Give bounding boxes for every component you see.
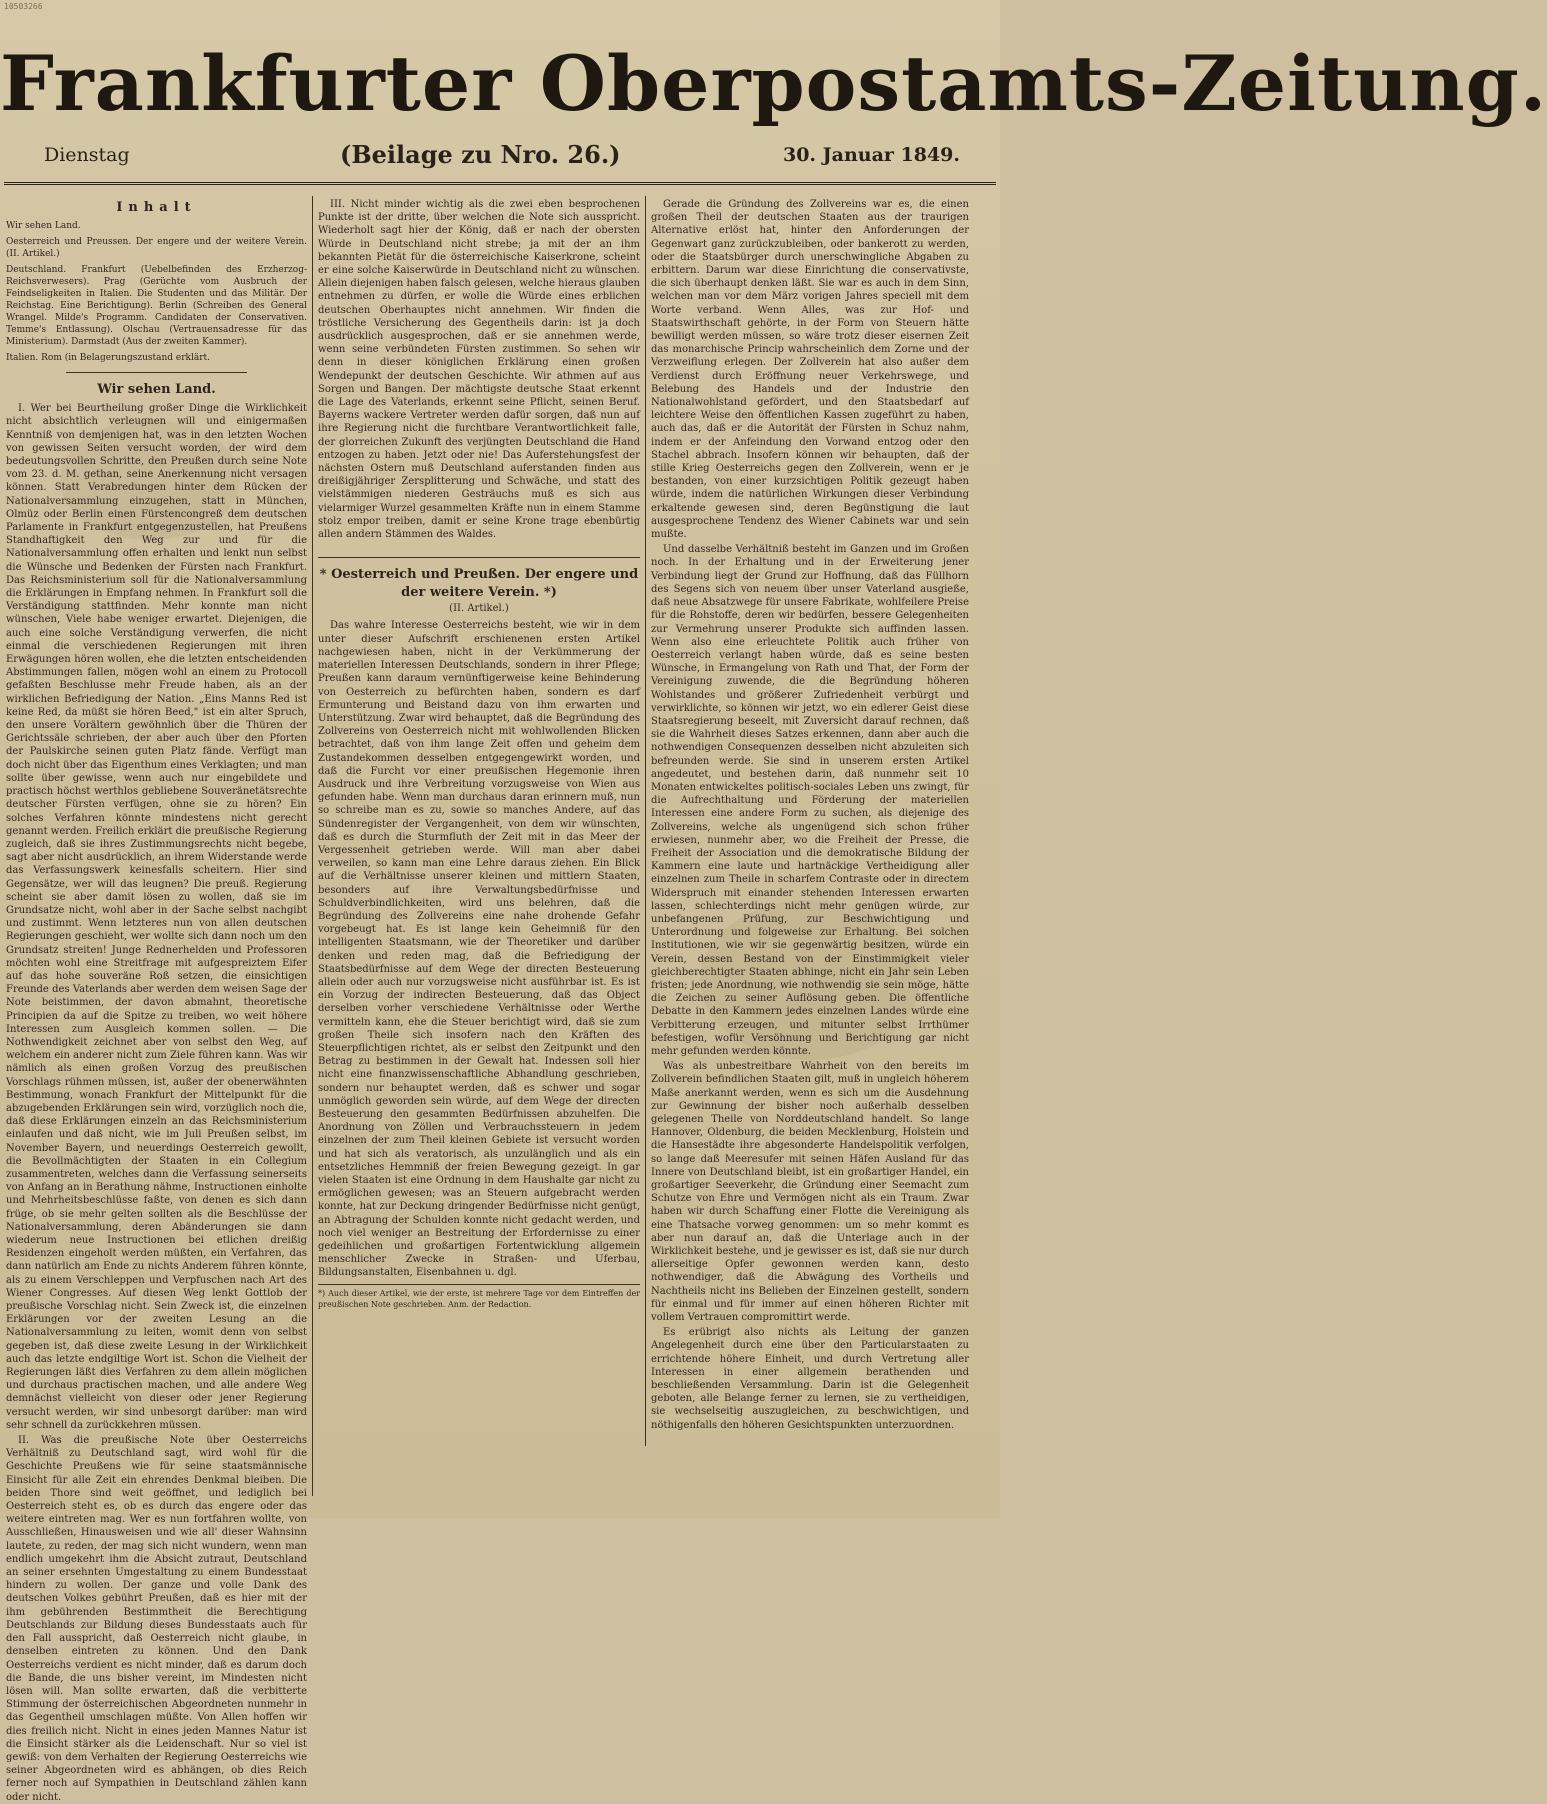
article-paragraph: I. Wer bei Beurtheilung großer Dinge die Wirklichkeit nicht absichtlich verleugnen will und einigermaßen Kenntniß von demjenigen hat, was in den letzten Wochen von gewissen Seiten versucht worden, der wird dem bedeutungsvollen Schritte, den Preußen durch seine Note vom 23. d. M. gethan, seine Anerkennung nicht versagen können. Statt Verabredungen hinter dem Rücken der Nationalversammlung einzugehen, statt in München, Olmüz oder Berlin einen Fürstencongreß dem deutschen Parlamente in Frankfurt entgegenzustellen, hat Preußens Standhaftigkeit den Weg zur und für die Nationalversammlung offen erhalten und lenkt nun selbst die Wünsche und Bedenken der Fürsten nach Frankfurt. Das Reichsministerium soll für die Nationalversammlung die Erklärungen in Empfang nehmen. In Frankfurt soll die Verständigung stattfinden. Mehr konnte man nicht wünschen, Viele habe weniger erwartet. Diejenigen, die auch eine solche Verständigung verwerfen, die nicht einmal die verschiedenen Regierungen mit ihren Erwägungen hören wollen, ehe die letzten entscheidenden Abstimmungen fallen, mögen wohl an einem zu Protocoll gefaßten Beschlusse mehr Freude haben, als an der wirklichen Befriedigung der Nation. „Eins Manns Red ist keine Red, da müßt sie hören Beed," ist ein alter Spruch, den unsere Vorältern gewöhnlich über die Thüren der Gerichtssäle schrieben, der aber auch über den Pforten der Paulskirche seinen guten Platz fände. Verfügt man doch nicht über das Eigenthum eines Verklagten; und man sollte über gewisse, wenn auch nur eingebildete und practisch höchst werthlos gebliebene Souveränetätsrechte deutscher Fürsten verfügen, ohne sie zu hören? Ein solches Verfahren könnte mindestens nicht gerecht genannt werden. Freilich erklärt die preußische Regierung zugleich, daß sie ihres Zustimmungsrechts nicht begebe, sagt aber nicht ausdrücklich, an ihrem Widerstande werde das Verfassungswerk keinesfalls scheitern. Hier sind Gegensätze, wer will das leugnen? Die preuß. Regierung scheint sie aber damit lösen zu wollen, daß sie im Grundsatze nicht, wohl aber in der Sache selbst nachgibt und zustimmt. Wenn letzteres nun von allen deutschen Regierungen geschieht, wer wollte sich dann noch um den Grundsatz streiten! Junge Rednerhelden und Professoren möchten wohl eine Streitfrage mit aufgespreiztem Eifer auf das hohe souveräne Roß setzen, die einsichtigen Freunde des Vaterlands aber werden dem weisen Sage der Note beistimmen, der davon abmahnt, theoretische Principien da auf die Spitze zu treiben, wo weit höhere Interessen zum Ausgleich kommen sollen. — Die Nothwendigkeit zeichnet aber von selbst den Weg, auf welchem ein anderer nicht zum Ziele führen kann. Was wir nämlich als einen großen Vorzug des preußischen Vorschlags rühmen müssen, ist, außer der obenerwähnten Bestimmung, wonach Frankfurt der Mittelpunkt für die abzugebenden Erklärungen sein wird, vorzüglich noch die, daß diese Erklärungen einzeln an das Reichsministerium einlaufen und daß nicht, wie im Juli Preußen selbst, im November Bayern, und neuerdings Oesterreich gewollt, die Bevollmächtigten der Staaten in ein Collegium zusammentreten, welches dann die Verfassung seinerseits von Anfang an in Berathung nähme, Instructionen einholte und Mehrheitsbeschlüsse faßte, von denen es sich dann früge, ob sie mehr gelten sollten als die Beschlüsse der Nationalversammlung, deren Abänderungen sie dann wiederum neue Instructionen bei etlichen dreißig Residenzen eingeholt werden müßten, ein Verfahren, das dann natürlich am Ende zu nichts Anderem führen könnte, als zu einem Verschleppen und Verpfuschen nach Art des Wiener Congresses. Auf diesen Weg lenkt Gottlob der preußische Vorschlag nicht. Sein Zweck ist, die einzelnen Erklärungen vor der zweiten Lesung an die Nationalversammlung zu leiten, womit denn von selbst gegeben ist, daß diese zweite Lesung in der Wirklichkeit auch das letzte endgiltige Wort ist. Schon die Vielheit der Regierungen läßt dies Verfahren zu dem allein möglichen und durchaus practischen machen, und alle andere Weg demnächst vielleicht von dieser oder jener Regierung versucht werden, wir sind unbesorgt darüber: man wird sehr schnell da zurückkehren müssen. xyxy=(6,403,307,1431)
article-2 xyxy=(318,557,640,1309)
contents-title: Inhalt xyxy=(116,200,197,215)
column-divider xyxy=(312,196,313,1496)
issue-date: 30. Januar 1849. xyxy=(782,144,960,166)
dateline xyxy=(0,140,1000,174)
section-divider xyxy=(66,372,247,373)
contents-entry: Italien. Rom (in Belagerungszustand erklärt. xyxy=(6,353,210,363)
article-subtitle: (II. Artikel.) xyxy=(449,603,509,615)
article-title: * Oesterreich und Preußen. Der engere und der weitere Verein. *) xyxy=(319,567,639,601)
contents-entry: Wir sehen Land. xyxy=(6,221,81,231)
column-divider xyxy=(645,196,646,1446)
issue-day: Dienstag xyxy=(44,144,130,166)
header-rule xyxy=(4,182,996,185)
article-paragraph: Gerade die Gründung des Zollvereins war es, die einen großen Theil der deutschen Staaten aus der traurigen Alternative erlöst hat, hinter den Anforderungen der Gegenwart ganz zurückzubleiben, oder bankerott zu werden, oder die Staatsbürger durch unerschwingliche Abgaben zu erbittern. Darum war diese Einrichtung die conservativste, die sich überhaupt denken läßt. Sie war es auch in dem Sinn, welchen man vor dem März vorigen Jahres speciell mit dem Worte verband. Wenn Alles, was zur Hof- und Staatswirthschaft gehörte, in der Form von Steuern hätte bewilligt werden müssen, so wäre trotz dieser eisernen Zeit das monarchische Princip wahrscheinlich dem Zorne und der Verzweiflung erlegen. Der Zollverein hat also außer dem Verdienst durch Eröffnung neuer Verkehrswege, und Belebung des Handels und der Industrie den Nationalwohlstand gefördert, und den Staatsbedarf auf leichtere Weise den öffentlichen Kassen zugeführt zu haben, auch das, daß er die Autorität der Fürsten in Schuz nahm, indem er der Anfeindung den Vorwand entzog oder den Stachel abbrach. Insofern können wir behaupten, daß der stille Krieg Oesterreichs gegen den Zollverein, wenn er je bestanden, von einer kurzsichtigen Politik gezeugt haben würde, indem die natürlichen Wirkungen dieser Verbindung erkaltende gewesen sind, deren Begünstigung die laut ausgesprochene Tendenz des Wiener Cabinets war und sein mußte. xyxy=(651,199,969,541)
column-1 xyxy=(6,198,307,1803)
column-3 xyxy=(651,198,969,1458)
supplement-label: (Beilage zu Nro. 26.) xyxy=(340,140,621,169)
article-paragraph: Was als unbestreitbare Wahrheit von den bereits im Zollverein befindlichen Staaten gilt, muß in ungleich höherem Maße anerkannt werden, wenn es sich um die Ausdehnung zur Gewinnung der bisher noch außerhalb desselben gelegenen Theile von Norddeutschland handelt. So lange Hannover, Oldenburg, die beiden Mecklenburg, Holstein und die Hansestädte ihre abgesonderte Handelspolitik verfolgen, so lange daß Meeresufer mit seinen Häfen Ausland für das Innere von Deutschland bleibt, ist ein großartiger Handel, ein großartiger Seeverkehr, die Gründung einer Seemacht zum Schutze von Ehre und Vermögen nicht als ein Traum. Zwar haben wir durch Schaffung einer Flotte die Vereinigung als eine Thatsache vorweg genommen: um so mehr kommt es aber nun darauf an, daß die Unterlage auch in der Wirklichkeit bestehe, und je gewisser es ist, daß sie nur durch allerseitige Opfer gewonnen werden kann, desto nothwendiger, daß die Abwägung des Vortheils und Nachtheils nicht ins Belieben der Einzelnen gestellt, sondern für einmal und für immer auf einen höheren Richter mit vollem Vertrauen compromittirt werde. xyxy=(651,1061,969,1324)
masthead: Frankfurter Oberpostamts-Zeitung. xyxy=(0,39,1547,128)
article-paragraph: Es erübrigt also nichts als Leitung der ganzen Angelegenheit durch eine über den Particularstaaten zu errichtende höhere Einheit, und durch Vertretung aller Interessen in einer allgemein berathenden und beschließenden Versammlung. Darin ist die Gelegenheit geboten, alle Belange ferner zu lernen, sie zu vertheidigen, sie wechselseitig auszugleichen, zu beschwichtigen, und nöthigenfalls den höheren Gesichtspunkten unterzuordnen. xyxy=(651,1327,969,1431)
table-of-contents xyxy=(6,202,307,364)
archive-id: 10503266 xyxy=(4,2,43,11)
article-paragraph: III. Nicht minder wichtig als die zwei eben besprochenen Punkte ist der dritte, über welchen die Note sich ausspricht. Wiederholt sagt hier der König, daß er nach der obersten Würde in Deutschland nicht strebe; ja mit der an ihm bekannten Pietät für die österreichische Kaiserkrone, scheint er eine solche Kaiserwürde in Deutschland nicht zu wünschen. Allein diejenigen haben falsch gelesen, welche hieraus glauben entnehmen zu dürfen, er wolle die Würde eines erblichen deutschen Oberhauptes nicht annehmen. Wir finden die tröstliche Versicherung des Gegentheils darin: ist ja doch ausdrücklich ausgesprochen, daß er sie annehmen werde, wenn seine verbündeten Fürsten zustimmen. So sehen wir denn in dieser königlichen Erklärung einen großen Wendepunkt der deutschen Geschichte. Wir athmen auf aus Sorgen und Bangen. Der mächtigste deutsche Staat erkennt die Lage des Vaterlands, erkennt seine Pflicht, seinen Beruf. Bayerns wackere Vertreter werden dafür sorgen, daß nun auf ihre Regierung nicht die furchtbare Verantwortlichkeit falle, der glorreichen Zukunft des verjüngten Deutschland die Hand entzogen zu haben. Jetzt oder nie! Das Auferstehungsfest der nächsten Ostern muß Deutschland auferstanden finden aus dreißigjähriger Zersplitterung und Schwäche, und statt des vielstämmigen niederen Gesträuchs muß es sich aus vielarmiger Wurzel gesammelten Kräfte nun in einem Stamme stolz empor treiben, damit er seine Krone trage ebenbürtig allen andern Stämmen des Waldes. xyxy=(318,199,640,541)
contents-entry: Deutschland. Frankfurt (Uebelbefinden des Erzherzog-Reichsverwesers). Prag (Gerüchte vom Ausbruch der Feindseligkeiten in Italien. Die Studenten und das Militär. Der Reichstag. Eine Berichtigung). Berlin (Schreiben des General Wrangel. Milde's Programm. Candidaten der Conservativen. Temme's Entlassung). Olschau (Vertrauensadresse für das Ministerium). Darmstadt (Aus der zweiten Kammer). xyxy=(6,265,307,347)
footnote: *) Auch dieser Artikel, wie der erste, ist mehrere Tage vor dem Eintreffen der preußischen Note geschrieben. Anm. der Redaction. xyxy=(318,1284,640,1310)
article-paragraph: Und dasselbe Verhältniß besteht im Ganzen und im Großen noch. In der Erhaltung und in der Erweiterung jener Verbindung liegt der Grund zur Hoffnung, daß das Füllhorn des Segens sich von neuem über unser Vaterland ausgieße, daß neue Absatzwege für unsere Fabrikate, wohlfeilere Preise für die Rohstoffe, deren wir bedürfen, bessere Gelegenheiten zur Vermehrung unserer Produkte sich auffinden lassen. Wenn also eine erleuchtete Politik auch früher von Oesterreich verlangt haben würde, daß es seine besten Wünsche, in Ermangelung von Rath und That, der Form der Vereinigung zuwende, die die Begründung höheren Wohlstandes und größerer Zufriedenheit verbürgt und verwirklichte, so können wir jetzt, wo ein edlerer Geist diese Staatsregierung beseelt, mit Zuversicht darauf rechnen, daß sie die Wahrheit dieses Satzes erkennen, dann aber auch die nothwendigen Consequenzen desselben nicht abzuleiten sich befreunden werde. Sie sind in unserem ersten Artikel angedeutet, und bestehen darin, daß nunmehr seit 10 Monaten entwickeltes politisch-sociales Leben uns zwingt, für die Aufrechthaltung und Förderung der materiellen Interessen eine andere Form zu suchen, als diejenige des Zollvereins, welche als ungenügend sich schon früher erwiesen, nunmehr aber, wo die Freiheit der Presse, die Freiheit der Association und die demokratische Bildung der Kammern eine laute und hartnäckige Vertheidigung aller einzelnen zum Theile in scharfem Contraste oder in directem Widerspruch mit einander stehenden Interessen erwarten lassen, schlechterdings nicht mehr genügen würde, zur unbefangenen Prüfung, zur Beschwichtigung und Unterordnung und folgeweise zur Erhaltung. Bei solchen Institutionen, wie wir sie gegenwärtig besitzen, würde ein Verein, dessen Bestand von der Einstimmigkeit vieler gleichberechtigter Staaten abhinge, nicht ein Jahr sein Leben fristen; jede Anordnung, wie nothwendig sie sein möge, hätte die Zeichen zu seiner Auflösung geben. Die öffentliche Debatte in den Kammern jedes einzelnen Landes würde eine Verbitterung erzeugen, und mitunter selbst Irrthümer befestigen, wofür Versöhnung und Berichtigung gar nicht mehr gefunden werden könnte. xyxy=(651,544,969,1057)
article-paragraph: Das wahre Interesse Oesterreichs besteht, wie wir in dem unter dieser Aufschrift erschienenen ersten Artikel nachgewiesen haben, nicht in der Verkümmerung der materiellen Interessen Deutschlands, sondern in ihrer Pflege; Preußen kann daraum vernünftigerweise keine Behinderung von Oesterreich zu befürchten haben, sondern es darf Ermunterung und Beistand dazu von ihm erwarten und Unterstützung. Zwar wird behauptet, daß die Begründung des Zollvereins von Oesterreich nicht mit wohlwollenden Blicken betrachtet, daß von ihm lange Zeit offen und geheim dem Zustandekommen desselben entgegengewirkt worden, und daß die Furcht vor einer preußischen Hegemonie ihren Ausdruck und ihre Verbreitung vorzugsweise von Wien aus gefunden habe. Wenn man durchaus daran erinnern muß, nun so schreibe man es zu, sowie so manches Andere, auf das Sündenregister der Vergangenheit, von dem wir wünschten, daß es durch die Sturmfluth der Zeit mit in das Meer der Vergessenheit getrieben werde. Will man aber dabei verweilen, so kann man eine Lehre daraus ziehen. Ein Blick auf die Verhältnisse unserer kleinen und mittlern Staaten, besonders auf ihre Verwaltungsbedürfnisse und Schuldverbindlichkeiten, wird uns belehren, daß die Begründung des Zollvereins eine nahe drohende Gefahr vorgebeugt hat. Es ist lange kein Geheimniß für den intelligenten Staatsmann, wie der Theoretiker und darüber denken und reden mag, daß die Befriedigung der Staatsbedürfnisse auf dem Wege der directen Besteuerung allein oder auch nur vorzugsweise nicht ausführbar ist. Es ist ein Vorzug der indirecten Besteuerung, daß das Object derselben vorher verschiedene Verhältnisse oder Werthe vermitteln kann, ehe die Steuer berichtigt wird, daß sie zum großen Theile sich insofern nach den Kräften des Steuerpflichtigen richtet, als er selbst den Zeitpunkt und den Betrag zu bestimmen in der Gewalt hat. Indessen soll hier nicht eine finanzwissenschaftliche Abhandlung geschrieben, sondern nur behauptet werden, daß es schwer und sogar unmöglich geworden sein würde, auf dem Wege der directen Besteuerung den gesammten Bedürfnissen abzuhelfen. Die Anordnung von Zöllen und Verbrauchssteuern in jedem einzelnen der zum Theil kleinen Gebiete ist versucht worden und hat sich als veratorisch, als unzulänglich und als ein entsetzliches Hemmniß der freien Bewegung gezeigt. In gar vielen Staaten ist eine Ordnung in dem Haushalte gar nicht zu ermöglichen gewesen; was an Steuern aufgebracht werden konnte, hat zur Deckung dringender Bedürfnisse nicht genügt, an Abtragung der Schulden konnte nicht gedacht werden, und noch viel weniger an Bestreitung der Erfordernisse zu einer gedeihlichen und großartigen Fortentwicklung allgemein menschlicher Zwecke in Straßen- und Uferbau, Bildungsanstalten, Eisenbahnen u. dgl. xyxy=(318,620,640,1279)
contents-entry: Oesterreich und Preussen. Der engere und der weitere Verein. (II. Artikel.) xyxy=(6,237,307,259)
article-title: Wir sehen Land. xyxy=(97,382,216,397)
column-2 xyxy=(318,198,640,1438)
article-paragraph: II. Was die preußische Note über Oesterreichs Verhältniß zu Deutschland sagt, wird wohl für die Geschichte Preußens wie für seine staatsmännische Einsicht für alle Zeit ein ehrendes Denkmal bleiben. Die beiden Thore sind weit geöffnet, und lediglich bei Oesterreich steht es, ob es durch das engere oder das weitere eintreten mag. Wer es nun fortfahren wollte, von Ausschließen, Hinausweisen und wie all' dieser Wahnsinn lautete, zu reden, der mag sich nicht wundern, wenn man endlich umgekehrt ihm die Absicht zutraut, Deutschland an seiner ersehnten Umgestaltung zu einem Bundesstaat hindern zu wollen. Der ganze und volle Dank des deutschen Volkes gebührt Preußen, daß es hier mit der ihm gebührenden Bestimmtheit die Berechtigung Deutschlands zur Bildung dieses Bundesstaats auch für den Fall ausspricht, daß Oesterreich nicht glaube, in denselben eintreten zu können. Und den Dank Oesterreichs verdient es nicht minder, daß es darum doch die Bande, die uns bisher vereint, im Mindesten nicht lösen will. Man sollte erwarten, daß die verbitterte Stimmung der österreichischen Abgeordneten nunmehr in das Gegentheil umschlagen müßte. Von Allen hoffen wir dies freilich nicht. Nicht in eines jeden Mannes Natur ist die Einsicht stärker als die Leidenschaft. Nur so viel ist gewiß: von dem Verhalten der Regierung Oesterreichs wie seiner Abgeordneten wird es abhängen, ob dies Reich ferner noch auf Sympathien in Deutschland zählen kann oder nicht. xyxy=(6,1435,307,1803)
